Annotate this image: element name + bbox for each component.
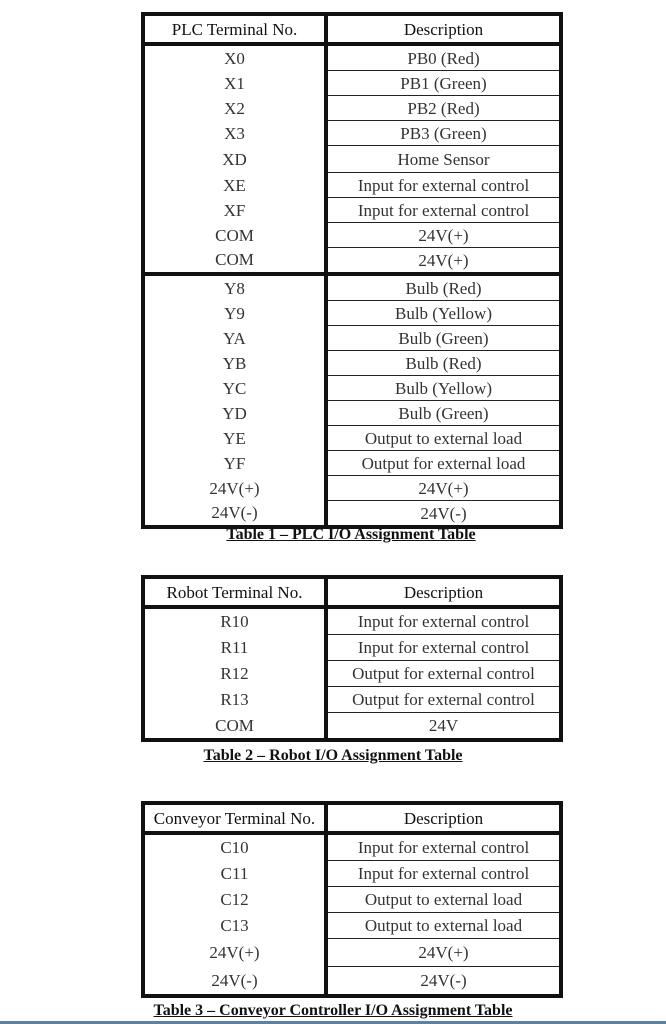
table-row (143, 476, 561, 501)
terminal-cell: X3 (143, 121, 326, 146)
table-header-row (143, 803, 561, 833)
description-cell: PB2 (Red) (326, 96, 561, 121)
table-row (143, 913, 561, 939)
terminal-cell: 24V(-) (143, 501, 326, 528)
table-row (143, 146, 561, 173)
description-cell: Bulb (Red) (326, 351, 561, 376)
table-row (143, 501, 561, 528)
description-cell: Input for external control (326, 833, 561, 861)
table-row (143, 301, 561, 326)
terminal-cell: XF (143, 198, 326, 223)
description-cell: 24V(+) (326, 476, 561, 501)
table-row (143, 376, 561, 401)
table-caption: Table 3 – Conveyor Controller I/O Assignment Table (153, 1002, 513, 1019)
table-row (143, 173, 561, 198)
table-row (143, 198, 561, 223)
table-row (143, 401, 561, 426)
description-cell: Output for external load (326, 451, 561, 476)
description-cell: Bulb (Green) (326, 326, 561, 351)
table-row (143, 121, 561, 146)
description-cell: Input for external control (326, 861, 561, 887)
terminal-cell: YA (143, 326, 326, 351)
column-header-terminal: Conveyor Terminal No. (143, 803, 326, 833)
description-cell: 24V(-) (420, 971, 467, 990)
terminal-cell: COM (143, 713, 326, 741)
terminal-cell: R10 (143, 607, 326, 635)
terminal-cell: 24V(+) (143, 476, 326, 501)
description-cell: 24V(+) (326, 248, 561, 275)
terminal-cell: COM (143, 223, 326, 248)
terminal-cell: YF (143, 451, 326, 476)
table-caption: Table 1 – PLC I/O Assignment Table (226, 526, 476, 543)
robot-io-table (141, 575, 563, 742)
table-row (143, 223, 561, 248)
terminal-cell: XE (143, 173, 326, 198)
table-row (143, 861, 561, 887)
description-cell: 24V(+) (326, 939, 561, 967)
table-row (143, 713, 561, 741)
terminal-cell: X2 (143, 96, 326, 121)
table-row (143, 326, 561, 351)
terminal-cell: X1 (143, 71, 326, 96)
description-cell: Home Sensor (326, 146, 561, 173)
table-row (143, 939, 561, 967)
description-cell: Input for external control (326, 607, 561, 635)
table-row (143, 71, 561, 96)
table-row (143, 96, 561, 121)
description-cell: Output to external load (326, 913, 561, 939)
description-cell: Input for external control (326, 635, 561, 661)
description-cell: Bulb (Yellow) (326, 301, 561, 326)
description-cell: 24V(+) (326, 223, 561, 248)
column-header-description: Description (326, 14, 561, 44)
table-row (143, 451, 561, 476)
table-row (143, 248, 561, 275)
terminal-cell: X0 (143, 44, 326, 71)
description-cell: PB0 (Red) (326, 44, 561, 71)
table-row (143, 607, 561, 635)
table-row (143, 274, 561, 301)
description-cell: PB1 (Green) (326, 71, 561, 96)
terminal-cell: Y8 (143, 274, 326, 301)
terminal-cell: YE (143, 426, 326, 451)
terminal-cell: YD (143, 401, 326, 426)
terminal-cell: R12 (143, 661, 326, 687)
terminal-cell: C13 (143, 913, 326, 939)
conveyor-io-table (141, 801, 563, 998)
table-row (143, 426, 561, 451)
table-header-row (143, 577, 561, 607)
description-cell: Output to external load (326, 887, 561, 913)
description-cell: 24V(-) (420, 503, 467, 523)
description-cell: Output for external control (326, 661, 561, 687)
column-header-terminal: PLC Terminal No. (143, 14, 326, 44)
description-cell: PB3 (Green) (326, 121, 561, 146)
description-cell: Output to external load (326, 426, 561, 451)
column-header-description: Description (326, 803, 561, 833)
table-row (143, 351, 561, 376)
terminal-cell: 24V(-) (143, 967, 326, 997)
column-header-description: Description (326, 577, 561, 607)
terminal-cell: YB (143, 351, 326, 376)
description-cell: 24V (428, 716, 459, 735)
terminal-cell: R13 (143, 687, 326, 713)
description-cell: Bulb (Yellow) (326, 376, 561, 401)
table-row (143, 44, 561, 71)
terminal-cell: XD (143, 146, 326, 173)
description-cell: Input for external control (326, 198, 561, 223)
description-cell: Bulb (Green) (326, 401, 561, 426)
table-caption: Table 2 – Robot I/O Assignment Table (203, 747, 463, 764)
table-row (143, 887, 561, 913)
description-cell: Output for external control (326, 687, 561, 713)
description-cell: Bulb (Red) (326, 274, 561, 301)
terminal-cell: C12 (143, 887, 326, 913)
terminal-cell: Y9 (143, 301, 326, 326)
table-row (143, 967, 561, 997)
column-header-terminal: Robot Terminal No. (143, 577, 326, 607)
terminal-cell: R11 (143, 635, 326, 661)
terminal-cell: 24V(+) (143, 939, 326, 967)
terminal-cell: C11 (143, 861, 326, 887)
table-header-row (143, 14, 561, 44)
table-row (143, 687, 561, 713)
terminal-cell: C10 (143, 833, 326, 861)
plc-io-table (141, 12, 563, 529)
description-cell: Input for external control (326, 173, 561, 198)
table-row (143, 661, 561, 687)
terminal-cell: YC (143, 376, 326, 401)
terminal-cell: COM (143, 248, 326, 275)
table-row (143, 833, 561, 861)
table-row (143, 635, 561, 661)
